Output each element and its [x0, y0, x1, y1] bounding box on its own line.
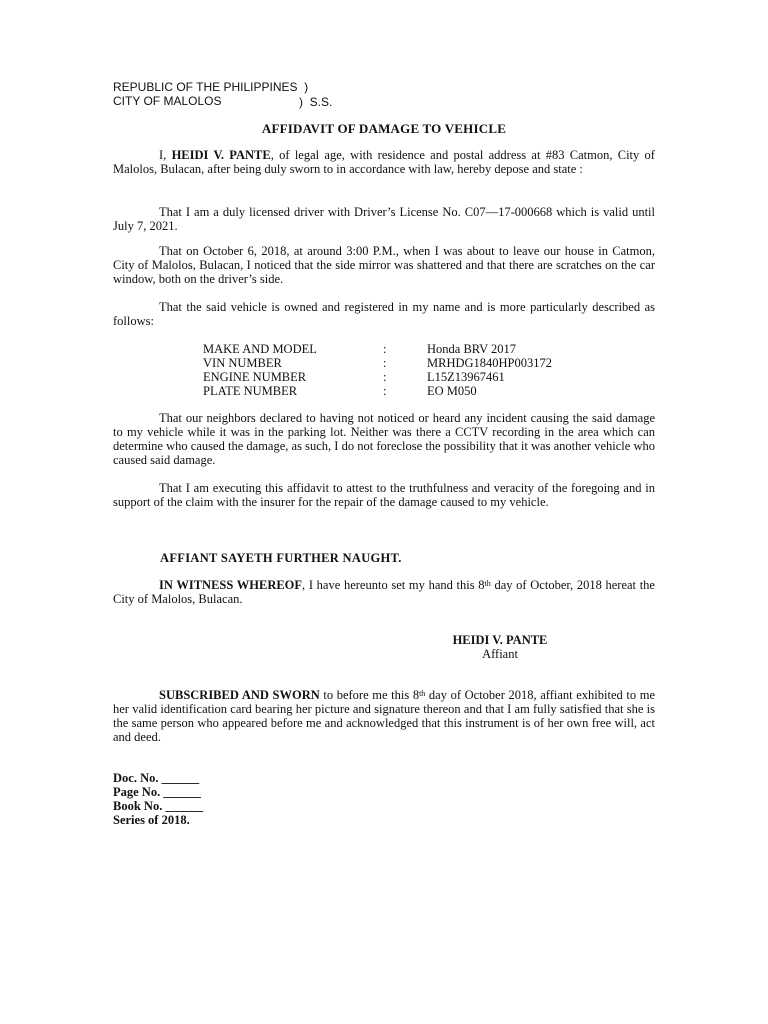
neighbors-text: That our neighbors declared to having not noticed or heard any incident causing the said damage to my vehicle while it was in the parking lot. Neither was there a CCTV recording in the area which can determine who caused the damage, as such, I do not foreclose the possibility that it was another vehicle who caused said damage.: [113, 411, 655, 467]
detail-value: EO M050: [427, 384, 477, 398]
detail-label: VIN NUMBER: [203, 356, 282, 370]
vehicle-detail-row: [203, 342, 647, 356]
detail-separator: :: [383, 370, 387, 384]
book-number: Book No. ______: [113, 799, 203, 813]
ownership-paragraph: [113, 300, 655, 328]
jurat-text-2: day of October 2018, affiant exhibited to me her valid identification card bearing her picture and signature thereon and that I am fully satisfied that she is the same person who appeared before me and acknowledged that this instrument is of her own free will, act and deed.: [113, 688, 655, 744]
vehicle-detail-row: [203, 384, 647, 398]
witness-text-2: day of October, 2018 hereat the City of Malolos, Bulacan.: [113, 578, 655, 606]
page-number: Page No. ______: [113, 785, 201, 799]
license-text: That I am a duly licensed driver with Driver’s License No. C07—17-000668 which is valid until July 7, 2021.: [113, 205, 655, 233]
witness-ordinal: th: [484, 579, 491, 588]
series-year: Series of 2018.: [113, 813, 190, 827]
jurat-text-1: to before me this 8: [319, 688, 420, 702]
affiant-name-intro: HEIDI V. PANTE: [171, 148, 271, 162]
detail-label: ENGINE NUMBER: [203, 370, 307, 384]
notarial-register: [113, 771, 203, 827]
venue-caption: [113, 80, 308, 108]
doc-number: Doc. No. ______: [113, 771, 200, 785]
incident-text: That on October 6, 2018, at around 3:00 P.M., when I was about to leave our house in Catmon, City of Malolos, Bulacan, I noticed that the side mirror was shattered and that there are scratches on the car window, both on the driver’s side.: [113, 244, 655, 286]
ownership-text: That the said vehicle is owned and registered in my name and is more particularly described as follows:: [113, 300, 655, 328]
jurat-ordinal: th: [419, 689, 426, 698]
caption-city: CITY OF MALOLOS: [113, 94, 222, 108]
jurat-paragraph: [113, 688, 655, 744]
caption-ss: ) S.S.: [299, 95, 333, 109]
purpose-text: That I am executing this affidavit to attest to the truthfulness and veracity of the foregoing and in support of the claim with the insurer for the repair of the damage caused to my vehicle.: [113, 481, 655, 509]
license-paragraph: [113, 205, 655, 233]
intro-text: , of legal age, with residence and postal address at #83 Catmon, City of Malolos, Bulacan, after being duly sworn to in accordance with law, hereby depose and state :: [113, 148, 655, 176]
caption-republic: REPUBLIC OF THE PHILIPPINES ): [113, 80, 309, 94]
vehicle-detail-row: [203, 370, 647, 384]
signature-role: Affiant: [482, 647, 518, 661]
detail-label: MAKE AND MODEL: [203, 342, 317, 356]
detail-value: Honda BRV 2017: [427, 342, 517, 356]
jurat-lead: SUBSCRIBED AND SWORN: [159, 688, 320, 702]
detail-value: MRHDG1840HP003172: [427, 356, 553, 370]
incident-paragraph: [113, 244, 655, 286]
detail-separator: :: [383, 356, 387, 370]
detail-value: L15Z13967461: [427, 370, 505, 384]
affiant-naught-heading: AFFIANT SAYETH FURTHER NAUGHT.: [160, 551, 402, 565]
signature-name: HEIDI V. PANTE: [452, 633, 548, 647]
document-title: AFFIDAVIT OF DAMAGE TO VEHICLE: [261, 121, 507, 136]
witness-text-1: , I have hereunto set my hand this 8: [302, 578, 485, 592]
vehicle-detail-row: [203, 356, 647, 370]
neighbors-paragraph: [113, 411, 655, 467]
witness-lead: IN WITNESS WHEREOF: [159, 578, 303, 592]
purpose-paragraph: [113, 481, 655, 509]
witness-paragraph: [113, 578, 655, 606]
detail-separator: :: [383, 384, 387, 398]
vehicle-details-table: [203, 342, 647, 398]
detail-label: PLATE NUMBER: [203, 384, 298, 398]
detail-separator: :: [383, 342, 387, 356]
intro-prefix: I,: [159, 148, 172, 162]
intro-paragraph: [113, 148, 655, 176]
